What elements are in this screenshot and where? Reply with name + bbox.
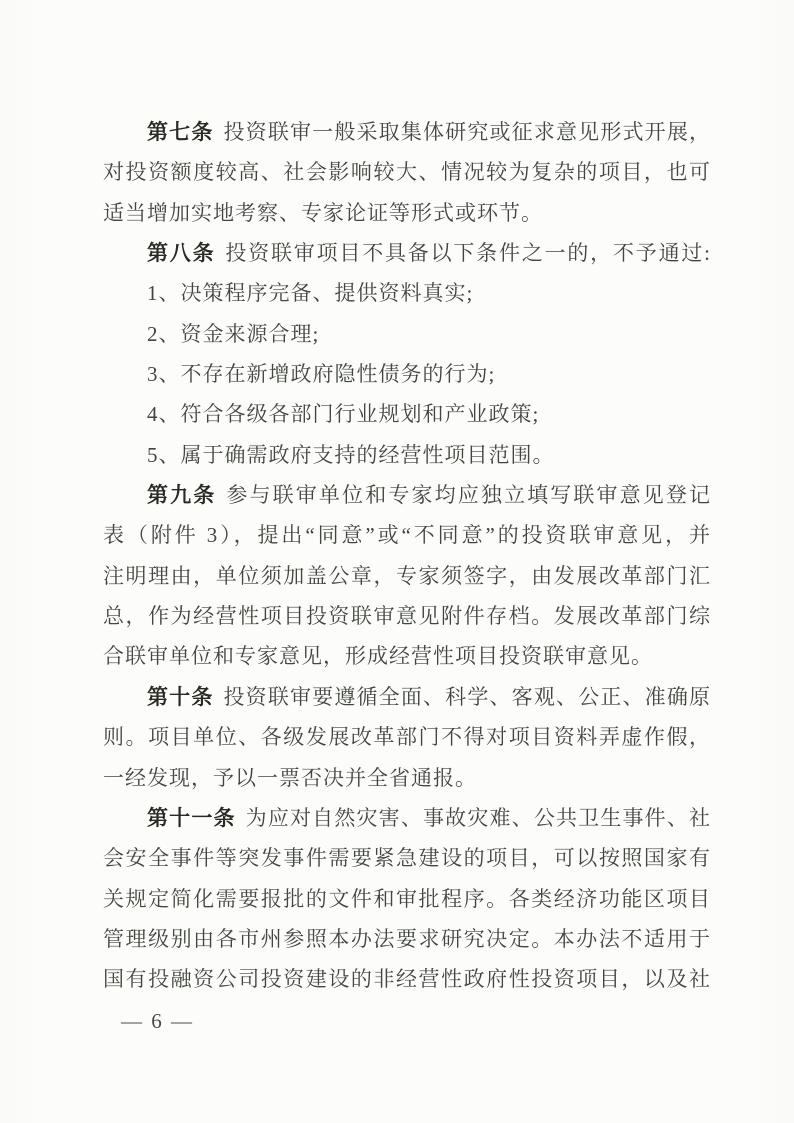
- line-text: 适当增加实地考察、专家论证等形式或环节。: [103, 200, 543, 225]
- line-text: 投资联审要遵循全面、科学、客观、公正、准确原: [223, 684, 711, 709]
- line-text: 表（附件 3），提出“同意”或“不同意”的投资联审意见，并: [103, 523, 711, 548]
- line-text: 关规定简化需要报批的文件和审批程序。各类经济功能区项目: [103, 886, 711, 911]
- line-text: 对投资额度较高、社会影响较大、情况较为复杂的项目，也可: [103, 160, 711, 185]
- line-text: 管理级别由各市州参照本办法要求研究决定。本办法不适用于: [103, 926, 711, 951]
- text-line: [103, 515, 711, 555]
- text-line: [103, 273, 711, 313]
- line-text: 投资联审一般采取集体研究或征求意见形式开展，: [223, 120, 711, 144]
- text-line: [103, 798, 711, 838]
- line-text: 2、资金来源合理;: [147, 321, 320, 346]
- line-text: 合联审单位和专家意见，形成经营性项目投资联审意见。: [103, 644, 653, 669]
- line-text: 则。项目单位、各级发展改革部门不得对项目资料弄虚作假，: [103, 725, 711, 750]
- line-text: 1、决策程序完备、提供资料真实;: [147, 281, 474, 306]
- text-line: [103, 354, 711, 394]
- article-number: 第九条: [147, 484, 217, 508]
- text-line: [103, 838, 711, 878]
- paragraph-article-7: [103, 112, 711, 233]
- paragraph-article-8-item-2: [103, 314, 711, 354]
- line-text: 总，作为经营性项目投资联审意见附件存档。发展改革部门综: [103, 604, 711, 629]
- paragraph-article-10: [103, 677, 711, 798]
- text-line: [103, 394, 711, 434]
- paragraph-article-8: [103, 233, 711, 273]
- text-line: [103, 152, 711, 192]
- text-line: [103, 314, 711, 354]
- text-line: [103, 959, 711, 999]
- line-text: 会安全事件等突发事件需要紧急建设的项目，可以按照国家有: [103, 846, 711, 871]
- text-line: [103, 233, 711, 273]
- text-line: [103, 758, 711, 798]
- article-number: 第十一条: [147, 806, 236, 830]
- line-text: 一经发现，予以一票否决并全省通报。: [103, 765, 477, 790]
- document-body: [103, 112, 711, 1000]
- line-text: 国有投融资公司投资建设的非经营性政府性投资项目，以及社: [103, 967, 711, 992]
- text-line: [103, 112, 711, 152]
- line-text: 投资联审项目不具备以下条件之一的，不予通过:: [225, 241, 711, 266]
- paragraph-article-8-item-5: [103, 435, 711, 475]
- page-number: — 6 —: [121, 1009, 194, 1033]
- text-line: [103, 677, 711, 717]
- article-number: 第七条: [147, 121, 214, 144]
- text-line: [103, 919, 711, 959]
- paragraph-article-11: [103, 798, 711, 1000]
- article-number: 第十条: [147, 685, 214, 709]
- text-line: [103, 596, 711, 636]
- text-line: [103, 717, 711, 757]
- line-text: 4、符合各级各部门行业规划和产业政策;: [147, 402, 540, 427]
- line-text: 3、不存在新增政府隐性债务的行为;: [147, 362, 496, 387]
- paragraph-article-8-item-3: [103, 354, 711, 394]
- paragraph-article-8-item-1: [103, 273, 711, 313]
- text-line: [103, 879, 711, 919]
- paragraph-article-9: [103, 475, 711, 677]
- text-line: [103, 193, 711, 233]
- line-text: 注明理由，单位须加盖公章，专家须签字，由发展改革部门汇: [103, 563, 711, 588]
- text-line: [103, 636, 711, 676]
- text-line: [103, 475, 711, 515]
- text-line: [103, 435, 711, 475]
- article-number: 第八条: [147, 242, 216, 266]
- paragraph-article-8-item-4: [103, 394, 711, 434]
- line-text: 5、属于确需政府支持的经营性项目范围。: [147, 442, 555, 467]
- text-line: [103, 556, 711, 596]
- line-text: 为应对自然灾害、事故灾难、公共卫生事件、社: [245, 805, 711, 830]
- line-text: 参与联审单位和专家均应独立填写联审意见登记: [226, 483, 711, 508]
